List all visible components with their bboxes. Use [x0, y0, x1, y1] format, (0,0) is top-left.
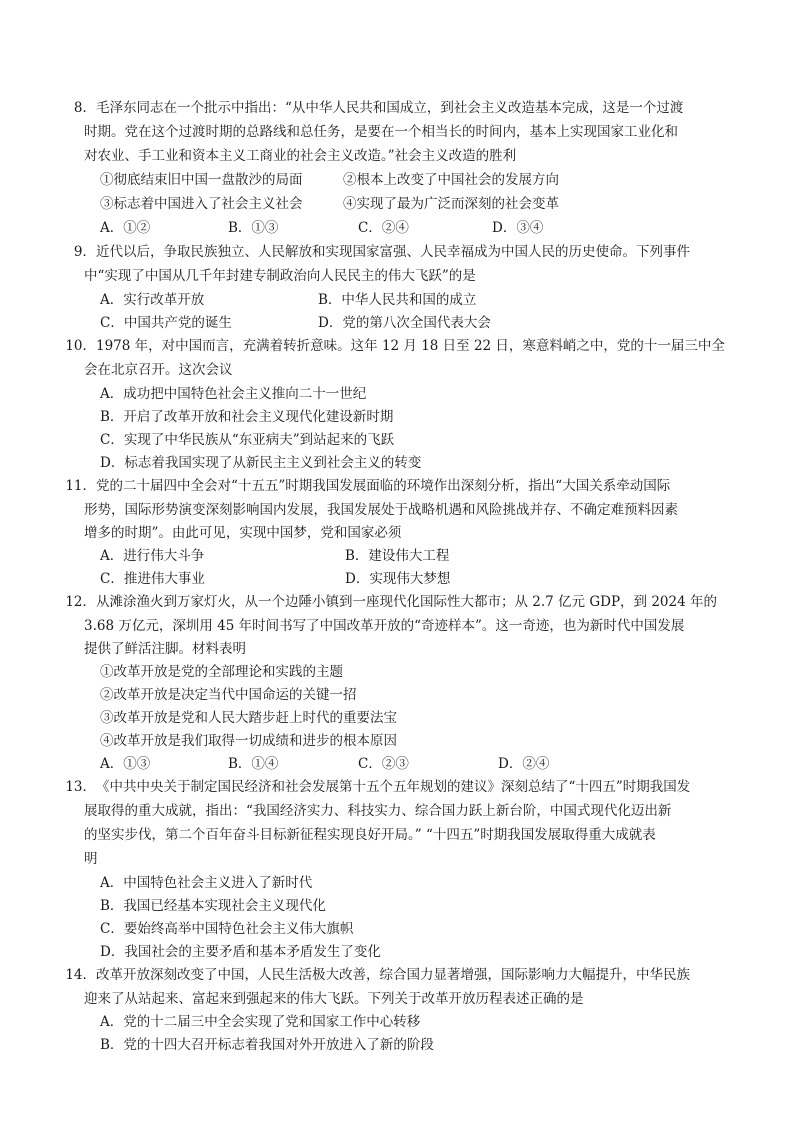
question-stem-line: 明: [84, 851, 98, 867]
option-d: D．党的第八次全国代表大会: [318, 315, 491, 331]
question-stem-line: 增多的时期”。由此可见，实现中国梦，党和国家必须: [84, 525, 402, 541]
option-a: A．①③: [100, 756, 151, 772]
question-number: 11．: [65, 478, 96, 494]
option-c: C．②③: [358, 756, 409, 772]
question-stem-line: 对农业、手工业和资本主义工商业的社会主义改造。”社会主义改造的胜利: [84, 148, 517, 164]
question-number: 12．: [65, 594, 96, 610]
option-d: D．实现伟大梦想: [345, 571, 451, 587]
statement: ①彻底结束旧中国一盘散沙的局面: [100, 172, 303, 188]
option-c: C．中国共产党的诞生: [100, 315, 232, 331]
question-number: 14．: [65, 967, 96, 983]
question-stem-line: 时期。党在这个过渡时期的总路线和总任务，是要在一个相当长的时间内，基本上实现国家工业化和: [84, 124, 678, 140]
question-stem-line: 1978 年，对中国而言，充满着转折意味。这年 12 月 18 日至 22 日，寒意料峭之中，党的十一届三中全: [96, 338, 725, 354]
question-number: 13．: [65, 779, 96, 795]
option-b: B．中华人民共和国的成立: [318, 292, 477, 308]
statement: ①改革开放是党的全部理论和实践的主题: [100, 664, 343, 680]
option-d: D．②④: [498, 756, 550, 772]
question-number: 8．: [73, 100, 96, 116]
question-number: 10．: [65, 338, 96, 354]
option-a: A．党的十二届三中全会实现了党和国家工作中心转移: [100, 1014, 421, 1030]
question-stem-line: 中“实现了中国从几千年封建专制政治向人民民主的伟大飞跃”的是: [84, 268, 476, 284]
question-stem-line: 毛泽东同志在一个批示中指出：“从中华人民共和国成立，到社会主义改造基本完成，这是一个过渡: [96, 100, 684, 116]
question-number: 9．: [73, 244, 96, 260]
option-a: A．成功把中国特色社会主义推向二十一世纪: [100, 386, 367, 402]
question-stem-line: 党的二十届四中全会对“十五五”时期我国发展面临的环境作出深刻分析，指出“大国关系牵动国际: [96, 478, 671, 494]
question-stem-line: 展取得的重大成就，指出：“我国经济实力、科技实力、综合国力跃上新台阶，中国式现代化迈出新: [84, 803, 672, 819]
option-b: B．建设伟大工程: [345, 548, 450, 564]
option-a: A．进行伟大斗争: [100, 548, 205, 564]
option-d: D．标志着我国实现了从新民主主义到社会主义的转变: [100, 455, 422, 471]
option-b: B．①④: [228, 756, 279, 772]
option-c: C．②④: [358, 220, 409, 236]
option-b: B．我国已经基本实现社会主义现代化: [100, 898, 326, 914]
option-a: A．实行改革开放: [100, 292, 205, 308]
option-c: C．推进伟大事业: [100, 571, 205, 587]
statement: ④实现了最为广泛而深刻的社会变革: [343, 196, 559, 212]
option-c: C．要始终高举中国特色社会主义伟大旗帜: [100, 921, 354, 937]
statement: ③改革开放是党和人民大踏步赶上时代的重要法宝: [100, 710, 397, 726]
question-stem-line: 迎来了从站起来、富起来到强起来的伟大飞跃。下列关于改革开放历程表述正确的是: [84, 991, 584, 1007]
statement: ③标志着中国进入了社会主义社会: [100, 196, 303, 212]
question-stem-line: 3.68 万亿元，深圳用 45 年时间书写了中国改革开放的“奇迹样本”。这一奇迹，也为新时代中国发展: [84, 618, 685, 634]
option-b: B．党的十四大召开标志着我国对外开放进入了新的阶段: [100, 1037, 434, 1053]
question-stem-line: 改革开放深刻改变了中国，人民生活极大改善，综合国力显著增强，国际影响力大幅提升，中华民族: [96, 967, 690, 983]
statement: ②根本上改变了中国社会的发展方向: [343, 172, 559, 188]
question-stem-line: 从滩涂渔火到万家灯火，从一个边陲小镇到一座现代化国际性大都市；从 2.7 亿元 GDP，到 2024 年的: [96, 594, 717, 610]
option-d: D．我国社会的主要矛盾和基本矛盾发生了变化: [100, 944, 381, 960]
statement: ②改革开放是决定当代中国命运的关键一招: [100, 687, 357, 703]
option-d: D．③④: [492, 220, 544, 236]
question-stem-line: 提供了鲜活注脚。材料表明: [84, 641, 246, 657]
option-c: C．实现了中华民族从“东亚病夫”到站起来的飞跃: [100, 432, 395, 448]
statement: ④改革开放是我们取得一切成绩和进步的根本原因: [100, 733, 397, 749]
option-a: A．中国特色社会主义进入了新时代: [100, 875, 313, 891]
question-stem-line: 《中共中央关于制定国民经济和社会发展第十五个五年规划的建议》深刻总结了“十四五”时期我国发: [96, 779, 691, 795]
question-stem-line: 近代以后，争取民族独立、人民解放和实现国家富强、人民幸福成为中国人民的历史使命。下列事件: [96, 244, 690, 260]
question-stem-line: 形势，国际形势演变深刻影响国内发展，我国发展处于战略机遇和风险挑战并存、不确定难预料因素: [84, 502, 678, 518]
option-b: B．开启了改革开放和社会主义现代化建设新时期: [100, 409, 394, 425]
question-stem-line: 的坚实步伐，第二个百年奋斗目标新征程实现良好开局。” “十四五”时期我国发展取得重大成就表: [84, 827, 656, 843]
option-b: B．①③: [228, 220, 279, 236]
question-stem-line: 会在北京召开。这次会议: [84, 362, 233, 378]
option-a: A．①②: [100, 220, 151, 236]
